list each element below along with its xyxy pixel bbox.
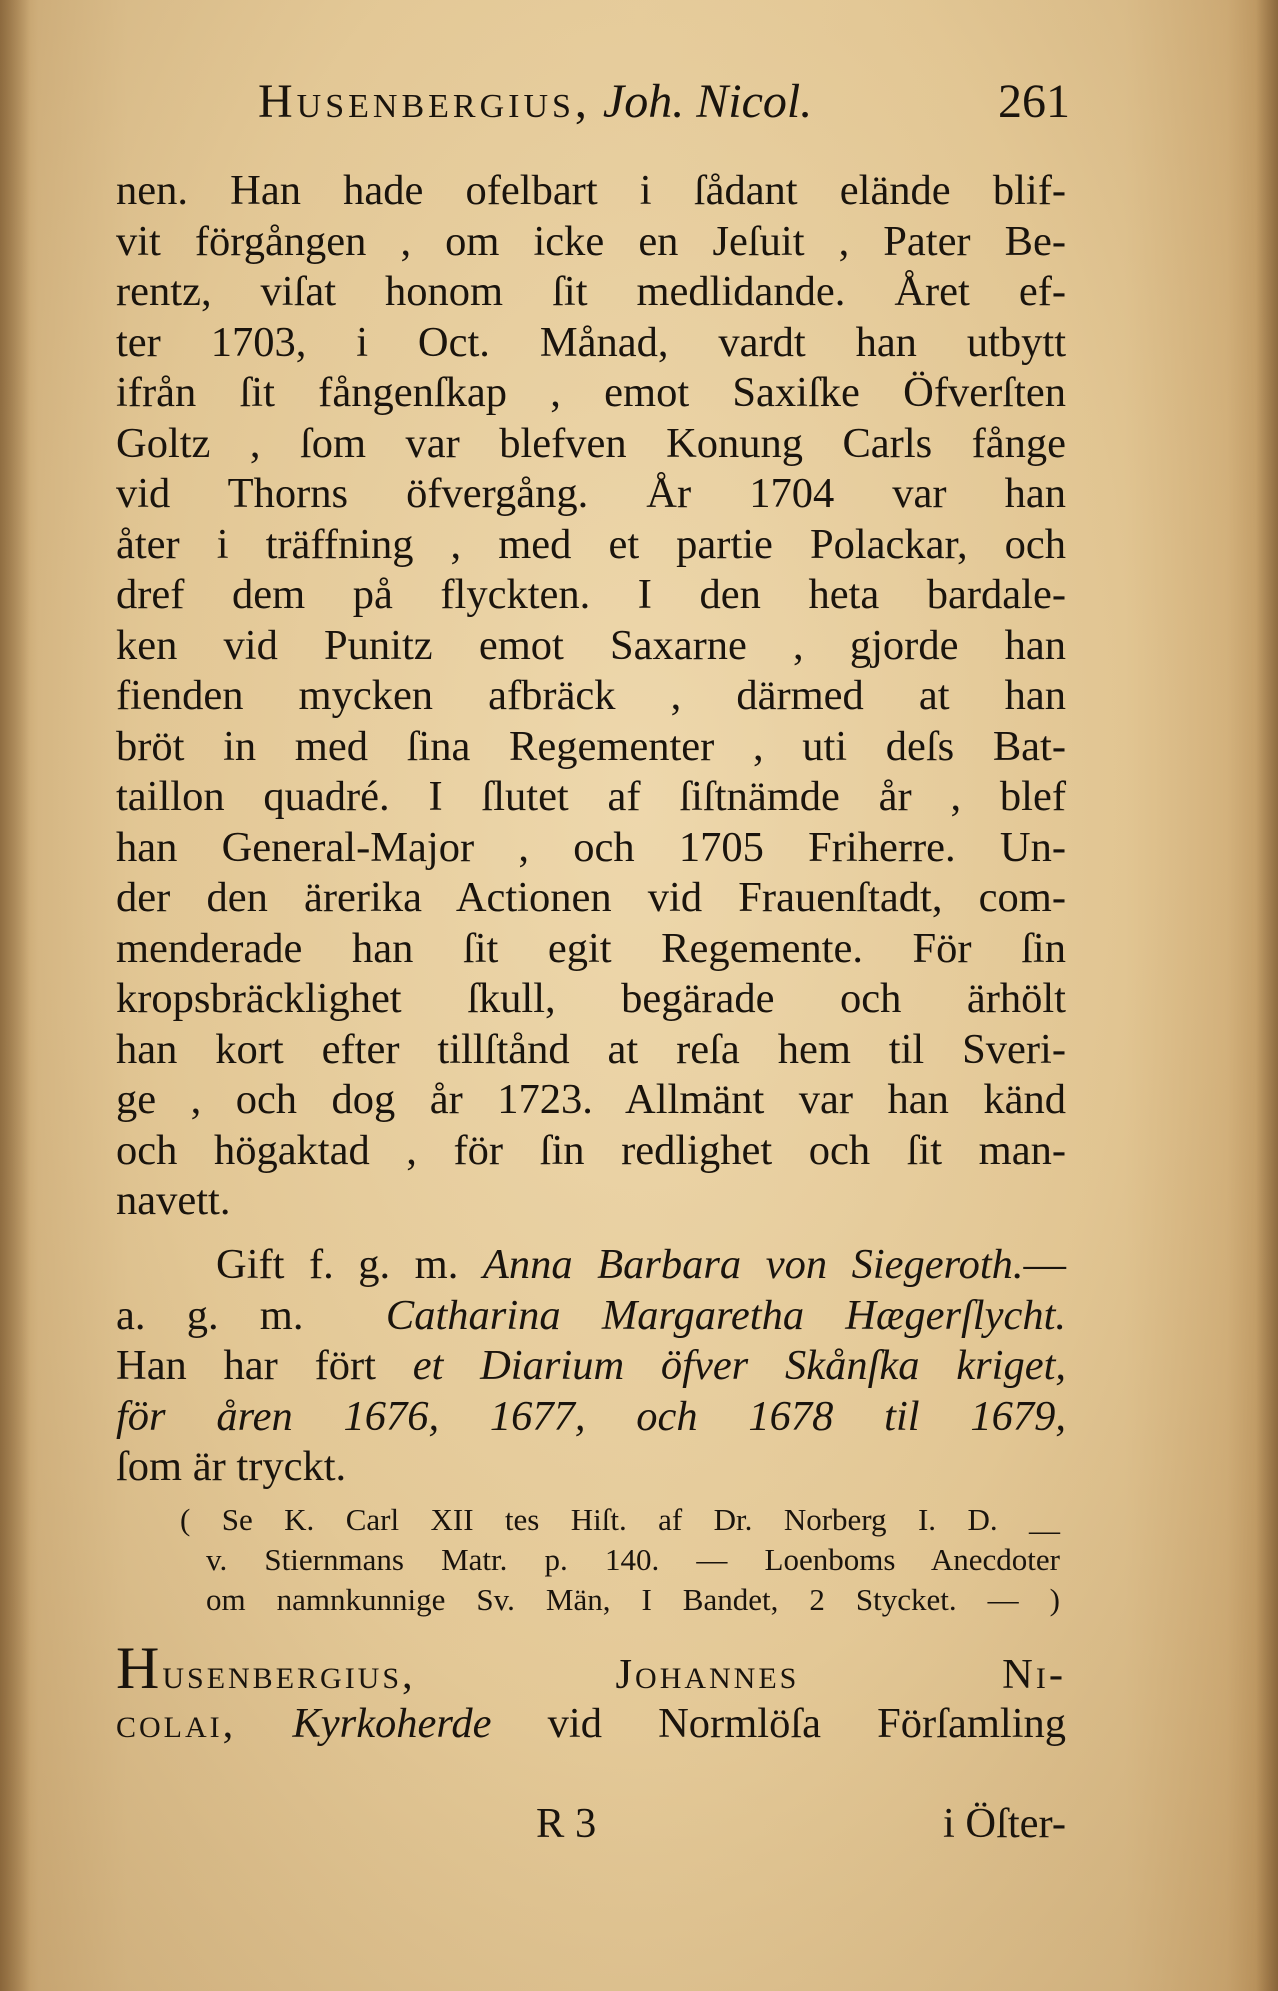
reference-line: v. Stiernmans Matr. p. 140. — Loenboms Anecdoter [206,1542,1060,1577]
spouse-name: Catharina Margaretha Hægerſlycht. [385,1291,1067,1339]
text-line: bröt in med ſina Regementer , uti deſs Bat- [116,722,1066,770]
spouse-name: Anna Barbara von Siegeroth. [482,1241,1024,1288]
diary-line-3: ſom är tryckt. [116,1443,347,1490]
catchword: i Öſter- [942,1800,1066,1847]
signature-mark: R 3 [536,1800,597,1847]
diary-title: et Diarium öfver Skånſka kriget, [412,1342,1067,1389]
text-line: han General-Major , och 1705 Friherre. Un- [116,823,1066,871]
entry-line-2 [116,1696,1066,1752]
entry-given-names: Johannes Ni- [615,1651,1066,1698]
text-line: vid Thorns öfvergång. År 1704 var han [116,470,1066,517]
page-footer [116,1796,1066,1852]
header-given-names: Joh. Nicol. [602,75,813,128]
diary-line-1 [116,1341,1066,1392]
text-line: der den ärerika Actionen vid Frauenſtadt, com- [116,874,1066,921]
header-surname: Husenbergius, [258,75,591,128]
dash: — [1023,1241,1067,1288]
text-line: rentz, viſat honom ſit medlidande. Året ef- [116,268,1066,315]
references-block [180,1500,1060,1620]
text-line: taillon quadré. I ſlutet af ſiſtnämde år , blef [116,773,1066,820]
entry-given-cont: colai, [116,1700,237,1747]
entry-surname: usenbergius, [162,1651,416,1698]
entry-initial: H [116,1635,163,1701]
text-line: vit förgången , om icke en Jeſuit , Pater Be- [116,217,1066,265]
marriage-paragraph [116,1240,1066,1493]
entry-title: Kyrkoherde [292,1700,492,1747]
text-line: navett. [116,1177,231,1224]
text-line: fienden mycken afbräck , därmed at han [116,672,1066,719]
running-header [258,62,1070,142]
diary-line-2 [116,1392,1066,1443]
text-line: ifrån ſit fångenſkap , emot Saxiſke Öfverſten [116,369,1066,416]
next-entry [116,1635,1067,1752]
text-line: menderade han ſit egit Regemente. För ſin [116,924,1066,972]
marriage-line-2 [116,1291,1066,1342]
biography-paragraph [116,166,1066,1227]
text-line: nen. Han hade ofelbart i ſådant elände blif- [116,167,1066,214]
text-line: dref dem på flyckten. I den heta bardale- [116,571,1066,618]
text-line: han kort efter tillſtånd at reſa hem til Sveri- [116,1025,1066,1073]
entry-heading [116,1635,1066,1701]
reference-line: ( Se K. Carl XII tes Hiſt. af Dr. Norberg I. D. __ [180,1502,1060,1537]
diary-title: för åren 1676, 1677, och 1678 til 1679, [116,1392,1066,1440]
text-line: åter i träffning , med et partie Polackar, och [116,520,1066,568]
text-line: och högaktad , för ſin redlighet och ſit man- [116,1126,1066,1174]
reference-line: om namnkunnige Sv. Män, I Bandet, 2 Stycket. — ) [206,1582,1060,1617]
text-line: Goltz , ſom var blefven Konung Carls fånge [116,419,1066,467]
marriage-line-1 [116,1240,1066,1291]
text-line: ter 1703, i Oct. Månad, vardt han utbytt [116,318,1066,366]
text-line: ken vid Punitz emot Saxarne , gjorde han [116,621,1066,669]
marriage-prefix: a. g. m. [116,1291,304,1339]
page-number: 261 [998,75,1070,128]
text-line: kropsbräcklighet ſkull, begärade och ärhölt [116,975,1066,1022]
text-line: ge , och dog år 1723. Allmänt var han känd [116,1076,1066,1123]
diary-prefix: Han har fört [116,1342,376,1389]
entry-parish: vid Normlöſa Förſamling [547,1700,1067,1747]
marriage-prefix: Gift f. g. m. [216,1241,459,1288]
